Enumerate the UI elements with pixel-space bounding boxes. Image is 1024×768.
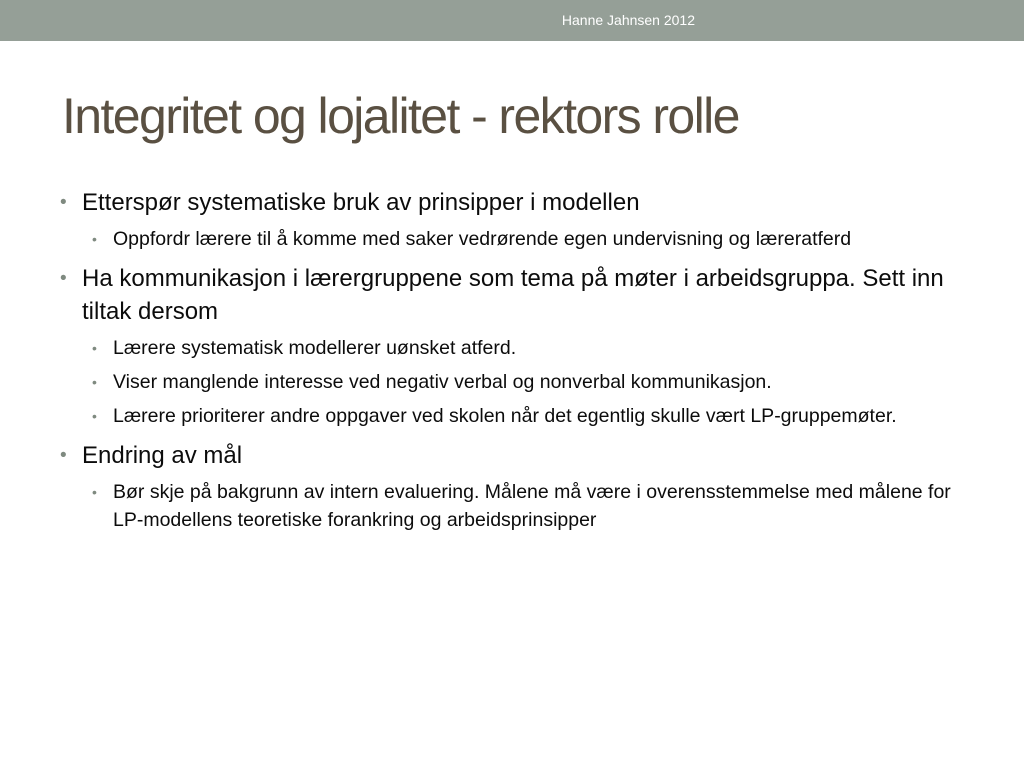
sub-bullet-text: Viser manglende interesse ved negativ verbal og nonverbal kommunikasjon. <box>113 371 772 393</box>
sub-bullet-dot-icon: • <box>92 340 97 356</box>
bullet-dot-icon: • <box>60 445 67 466</box>
sub-bullet-item <box>82 478 960 534</box>
bullet-item <box>60 262 960 430</box>
sub-bullet-text: Lærere prioriterer andre oppgaver ved skolen når det egentlig skulle vært LP-gruppemøter. <box>113 405 897 427</box>
sub-bullet-list <box>82 334 960 430</box>
sub-bullet-dot-icon: • <box>92 408 97 424</box>
sub-bullet-dot-icon: • <box>92 374 97 390</box>
slide-title: Integritet og lojalitet - rektors rolle <box>62 88 739 144</box>
author-label: Hanne Jahnsen 2012 <box>561 12 695 28</box>
sub-bullet-list <box>82 478 960 534</box>
sub-bullet-text: Lærere systematisk modellerer uønsket atferd. <box>113 337 517 359</box>
sub-bullet-item <box>82 225 960 253</box>
header-band <box>0 0 1024 41</box>
bullet-text: Endring av mål <box>82 442 243 469</box>
bullet-text: Etterspør systematiske bruk av prinsipper i modellen <box>82 189 640 216</box>
bullet-dot-icon: • <box>60 268 67 289</box>
bullet-item <box>60 186 960 253</box>
sub-bullet-item <box>82 334 960 362</box>
sub-bullet-list <box>82 225 960 253</box>
bullet-dot-icon: • <box>60 192 67 213</box>
sub-bullet-item <box>82 402 960 430</box>
sub-bullet-dot-icon: • <box>92 484 97 500</box>
sub-bullet-text: Bør skje på bakgrunn av intern evaluering. Målene må være i overensstemmelse med målene for LP-modellens teoretiske forankring og arbeidsprinsipper <box>113 481 951 531</box>
bullet-item <box>60 439 960 534</box>
sub-bullet-item <box>82 368 960 396</box>
bullet-list <box>60 186 960 540</box>
bullet-text: Ha kommunikasjon i lærergruppene som tema på møter i arbeidsgruppa. Sett inn tiltak dersom <box>82 265 944 325</box>
sub-bullet-dot-icon: • <box>92 231 97 247</box>
sub-bullet-text: Oppfordr lærere til å komme med saker vedrørende egen undervisning og læreratferd <box>113 228 852 250</box>
